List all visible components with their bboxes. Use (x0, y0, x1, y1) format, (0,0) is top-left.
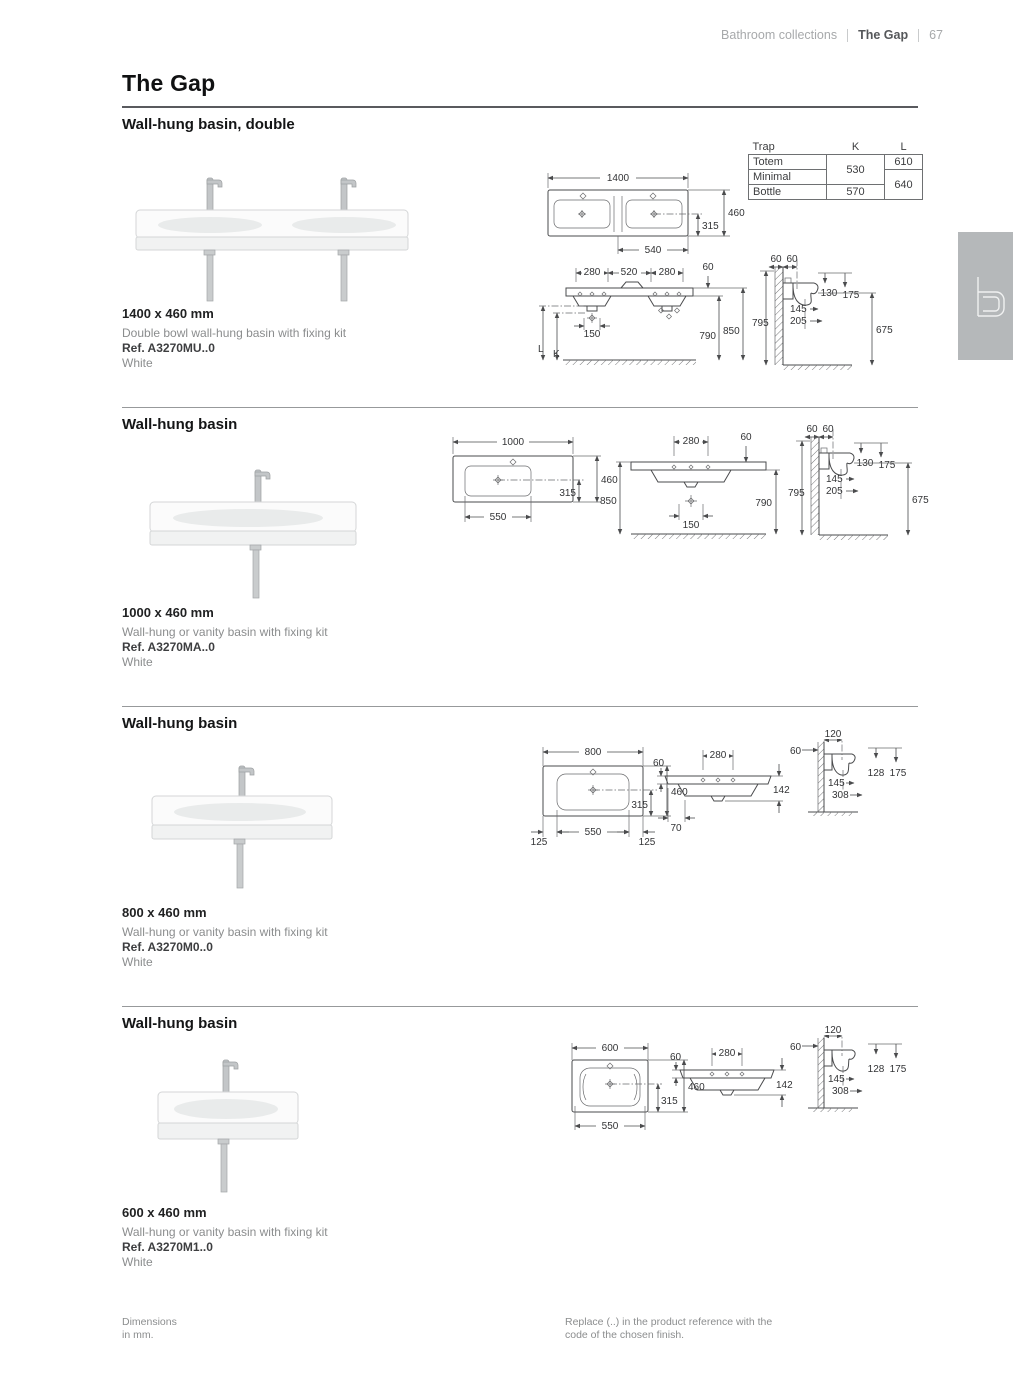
dim-off1: 60 (806, 424, 818, 435)
dim-label-l: L (538, 344, 544, 355)
dim-width: 800 (584, 747, 602, 758)
product-reference: Ref. A3270MA..0 (122, 640, 215, 654)
trap-k-530: 530 (827, 155, 885, 185)
product-reference: Ref. A3270M1..0 (122, 1240, 213, 1254)
dim-width: 1000 (501, 437, 525, 448)
footer-left-line2: in mm. (122, 1329, 154, 1341)
dim-bowl: 550 (601, 1121, 619, 1132)
dim-width: 600 (601, 1043, 619, 1054)
dim-width: 1400 (606, 173, 630, 184)
product-photo-basin-600 (148, 1046, 308, 1196)
dim-bowl: 550 (584, 827, 602, 838)
product-photo-double-basin (122, 158, 422, 306)
drawing-side-view-800 (788, 728, 918, 823)
dim-edge-offset: 60 (702, 262, 714, 273)
trap-col-k: K (851, 140, 860, 153)
dim-depth: 460 (671, 787, 688, 798)
dim-label-k: K (553, 349, 560, 360)
drawing-front-view-800 (653, 744, 793, 836)
drawing-front-view-600 (670, 1044, 798, 1116)
dim-bowl: 540 (644, 245, 662, 256)
dim-off-top: 120 (824, 1025, 842, 1036)
dim-edge-offset: 60 (740, 432, 752, 443)
dim-off-wall: 60 (790, 1042, 802, 1053)
dim-rim: 130 (820, 288, 838, 299)
dim-span-right: 280 (658, 267, 676, 278)
dim-bowl: 550 (489, 512, 507, 523)
dim-apron: 60 (670, 1052, 682, 1063)
section-heading-basin-600: Wall-hung basin (122, 1015, 238, 1032)
dim-span: 280 (718, 1048, 736, 1059)
dim-off2: 60 (786, 254, 798, 265)
product-size: 800 x 460 mm (122, 905, 207, 920)
dim-clear: 675 (912, 495, 929, 506)
drawing-side-view-1000 (788, 423, 948, 543)
product-info-double-basin (122, 306, 346, 371)
section-rule (122, 407, 918, 408)
drawing-front-view-1000 (598, 426, 788, 542)
header-divider (847, 29, 848, 42)
product-photo-basin-800 (142, 750, 342, 892)
dim-rim: 130 (856, 458, 874, 469)
product-size: 1000 x 460 mm (122, 605, 214, 620)
trap-k-570: 570 (827, 185, 885, 200)
dim-center-front: 315 (631, 800, 648, 811)
header-divider (918, 29, 919, 42)
product-size: 600 x 460 mm (122, 1205, 207, 1220)
product-finish: White (122, 1255, 153, 1269)
footer-right-line1: Replace (..) in the product reference with the (565, 1316, 773, 1328)
section-heading-basin-800: Wall-hung basin (122, 715, 238, 732)
dim-margin-right: 125 (638, 837, 656, 848)
dim-front: 175 (842, 290, 860, 301)
dim-center-front: 315 (661, 1096, 678, 1107)
product-description: Wall-hung or vanity basin with fixing kit (122, 1225, 328, 1239)
dim-height-top: 850 (723, 326, 740, 337)
dim-height: 142 (773, 785, 790, 796)
trap-col-header: Trap (752, 140, 775, 153)
trap-row-bottle: Bottle (749, 185, 827, 200)
drawing-side-view-1400 (752, 253, 912, 373)
dim-height-top: 850 (600, 496, 617, 507)
page-header (721, 28, 943, 42)
dim-height-bottom: 790 (699, 331, 716, 342)
breadcrumb-page: The Gap (858, 28, 909, 42)
dim-rim: 128 (867, 1064, 885, 1075)
trap-l-610: 610 (885, 155, 923, 170)
dim-height: 142 (776, 1080, 793, 1091)
footer-right-line2: code of the chosen finish. (565, 1329, 685, 1341)
product-info-basin-800 (122, 905, 328, 970)
dim-off-top: 120 (824, 729, 842, 740)
dim-front: 175 (889, 1064, 907, 1075)
product-info-basin-600 (122, 1205, 328, 1270)
dim-depth: 460 (688, 1082, 705, 1093)
dim-front: 175 (889, 768, 907, 779)
footer-dimensions-note (122, 1316, 177, 1342)
dim-drain: 145 (790, 304, 807, 315)
dim-margin-left: 125 (530, 837, 548, 848)
dim-depth: 308 (832, 790, 849, 801)
trap-dimension-table (748, 139, 923, 200)
product-description: Wall-hung or vanity basin with fixing kit (122, 925, 328, 939)
drawing-side-view-600 (788, 1024, 918, 1119)
dim-depth: 460 (601, 475, 618, 486)
dim-span: 280 (709, 750, 727, 761)
breadcrumb-collection: Bathroom collections (721, 28, 838, 42)
section-heading-basin-1000: Wall-hung basin (122, 416, 238, 433)
dim-side-offset: 70 (670, 823, 682, 834)
dim-height-bottom: 790 (755, 498, 772, 509)
page-number: 67 (929, 28, 943, 42)
product-description: Wall-hung or vanity basin with fixing kit (122, 625, 328, 639)
trap-row-totem: Totem (749, 155, 827, 170)
dim-depth: 308 (832, 1086, 849, 1097)
dim-apron: 60 (653, 758, 665, 769)
dim-depth: 460 (728, 208, 745, 219)
dim-depth: 205 (826, 486, 843, 497)
section-rule (122, 706, 918, 707)
dim-center-front: 315 (559, 488, 576, 499)
dim-wall: 795 (788, 488, 805, 499)
dim-off1: 60 (770, 254, 782, 265)
dim-trap-offset: 150 (682, 520, 700, 531)
footer-finish-note (565, 1316, 772, 1342)
page-title: The Gap (122, 70, 216, 96)
trap-col-l: L (900, 140, 907, 153)
product-reference: Ref. A3270M0..0 (122, 940, 213, 954)
product-description: Double bowl wall-hung basin with fixing kit (122, 326, 347, 340)
section-heading-double-basin: Wall-hung basin, double (122, 116, 295, 133)
product-finish: White (122, 955, 153, 969)
product-size: 1400 x 460 mm (122, 306, 214, 321)
product-reference: Ref. A3270MU..0 (122, 341, 215, 355)
product-finish: White (122, 356, 153, 370)
drawing-top-view-1000 (443, 430, 621, 530)
dim-drain: 145 (828, 778, 845, 789)
trap-l-640: 640 (885, 170, 923, 200)
dim-span: 280 (682, 436, 700, 447)
product-info-basin-1000 (122, 605, 328, 670)
dim-span-center: 520 (620, 267, 638, 278)
drawing-top-view-1400 (538, 166, 748, 262)
product-finish: White (122, 655, 153, 669)
dim-trap-offset: 150 (583, 329, 601, 340)
washbasin-icon (958, 232, 1013, 360)
dim-clear: 675 (876, 325, 893, 336)
category-tab (958, 232, 1013, 360)
dim-wall: 795 (752, 318, 769, 329)
drawing-front-view-1400 (533, 256, 751, 370)
dim-center-front: 315 (702, 221, 719, 232)
dim-span-left: 280 (583, 267, 601, 278)
footer-left-line1: Dimensions (122, 1316, 177, 1328)
dim-off-wall: 60 (790, 746, 802, 757)
dim-off2: 60 (822, 424, 834, 435)
dim-drain: 145 (826, 474, 843, 485)
dim-depth: 205 (790, 316, 807, 327)
product-photo-basin-1000 (138, 452, 368, 602)
dim-front: 175 (878, 460, 896, 471)
section-rule (122, 1006, 918, 1007)
trap-row-minimal: Minimal (749, 170, 827, 185)
dim-rim: 128 (867, 768, 885, 779)
dim-drain: 145 (828, 1074, 845, 1085)
title-rule (122, 106, 918, 108)
